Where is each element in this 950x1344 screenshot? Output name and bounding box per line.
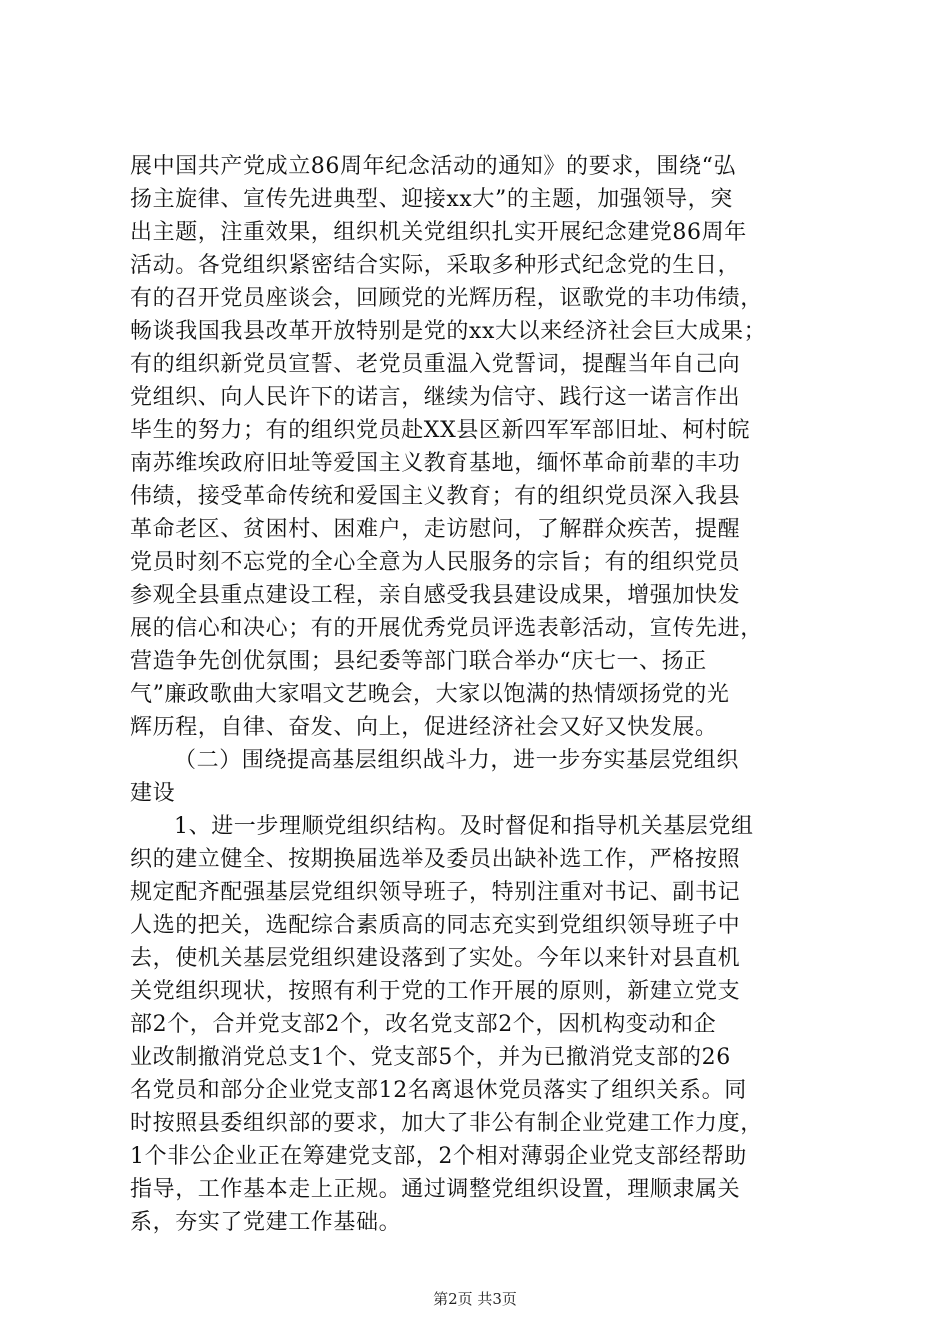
paragraph [130, 744, 830, 810]
text-line: 展中国共产党成立86周年纪念活动的通知》的要求，围绕“弘 [130, 154, 737, 179]
paragraph [130, 810, 830, 1239]
text-line: 业改制撤消党总支1个、党支部5个，并为已撤消党支部的26 [130, 1045, 731, 1070]
text-line: 有的召开党员座谈会，回顾党的光辉历程，讴歌党的丰功伟绩， [130, 286, 763, 311]
text-line: 1个非公企业正在筹建党支部，2个相对薄弱企业党支部经帮助 [130, 1144, 747, 1169]
document-body [130, 150, 830, 1239]
paragraph [130, 150, 830, 744]
text-line: 畅谈我国我县改革开放特别是党的xx大以来经济社会巨大成果； [130, 319, 767, 344]
text-line: 关党组织现状，按照有利于党的工作开展的原则，新建立党支 [130, 979, 741, 1004]
text-line: 有的组织新党员宣誓、老党员重温入党誓词，提醒当年自己向 [130, 352, 741, 377]
text-line: 扬主旋律、宣传先进典型、迎接xx大”的主题，加强领导，突 [130, 187, 733, 212]
text-line: （二）围绕提高基层组织战斗力，进一步夯实基层党组织 [174, 748, 740, 773]
text-line: 南苏维埃政府旧址等爱国主义教育基地，缅怀革命前辈的丰功 [130, 451, 741, 476]
text-line: 织的建立健全、按期换届选举及委员出缺补选工作，严格按照 [130, 847, 741, 872]
text-line: 规定配齐配强基层党组织领导班子，特别注重对书记、副书记 [130, 880, 741, 905]
text-line: 去，使机关基层党组织建设落到了实处。今年以来针对县直机 [130, 946, 741, 971]
text-line: 活动。各党组织紧密结合实际，采取多种形式纪念党的生日， [130, 253, 741, 278]
text-line: 辉历程，自律、奋发、向上，促进经济社会又好又快发展。 [130, 715, 718, 740]
text-line: 人选的把关，选配综合素质高的同志充实到党组织领导班子中 [130, 913, 741, 938]
text-line: 气”廉政歌曲大家唱文艺晚会，大家以饱满的热情颂扬党的光 [130, 682, 730, 707]
text-line: 伟绩，接受革命传统和爱国主义教育；有的组织党员深入我县 [130, 484, 741, 509]
text-line: 展的信心和决心；有的开展优秀党员评选表彰活动，宣传先进， [130, 616, 763, 641]
text-line: 党组织、向人民许下的诺言，继续为信守、践行这一诺言作出 [130, 385, 741, 410]
text-line: 时按照县委组织部的要求，加大了非公有制企业党建工作力度， [130, 1111, 763, 1136]
text-line: 建设 [130, 781, 176, 806]
text-line: 名党员和部分企业党支部12名离退休党员落实了组织关系。同 [130, 1078, 747, 1103]
text-line: 党员时刻不忘党的全心全意为人民服务的宗旨；有的组织党员 [130, 550, 741, 575]
text-line: 出主题，注重效果，组织机关党组织扎实开展纪念建党86周年 [130, 220, 747, 245]
text-line: 1、进一步理顺党组织结构。及时督促和指导机关基层党组 [174, 814, 754, 839]
text-line: 系，夯实了党建工作基础。 [130, 1210, 402, 1235]
text-line: 革命老区、贫困村、困难户，走访慰问，了解群众疾苦，提醒 [130, 517, 741, 542]
text-line: 指导，工作基本走上正规。通过调整党组织设置，理顺隶属关 [130, 1177, 741, 1202]
text-line: 营造争先创优氛围；县纪委等部门联合举办“庆七一、扬正 [130, 649, 707, 674]
page-footer: 第2页 共3页 [433, 1290, 517, 1308]
text-line: 部2个，合并党支部2个，改名党支部2个，因机构变动和企 [130, 1012, 717, 1037]
text-line: 参观全县重点建设工程，亲自感受我县建设成果，增强加快发 [130, 583, 741, 608]
text-line: 毕生的努力；有的组织党员赴XX县区新四军军部旧址、柯村皖 [130, 418, 751, 443]
